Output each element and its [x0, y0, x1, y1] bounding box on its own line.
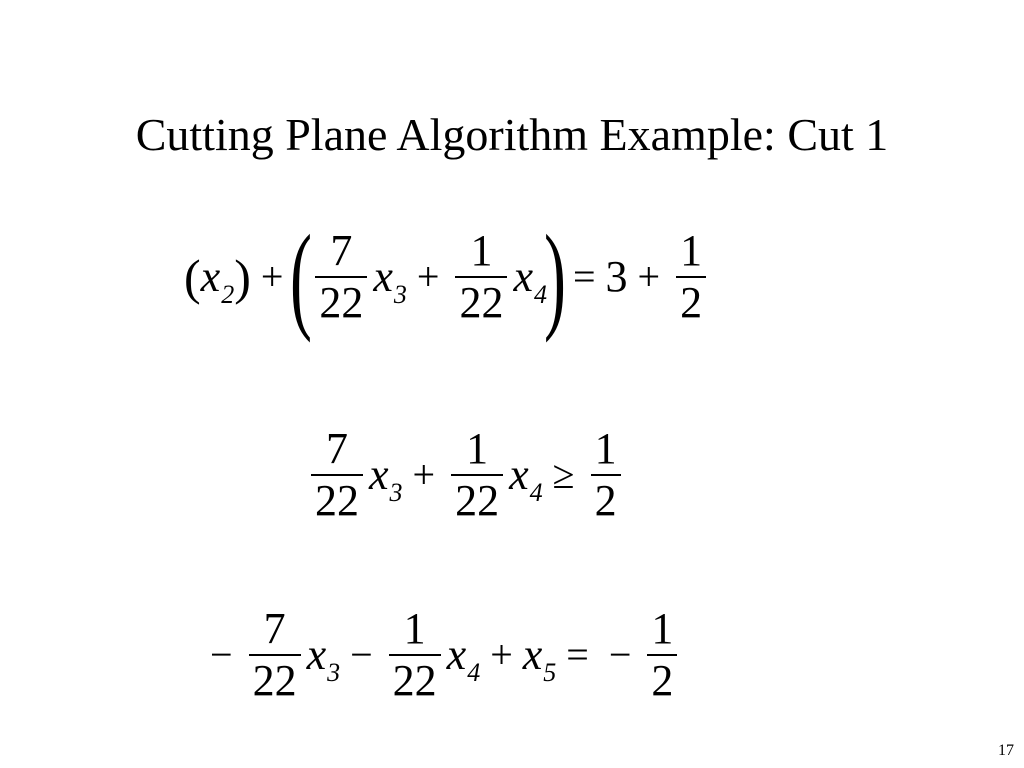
- plus-operator: +: [416, 254, 440, 299]
- fraction-7-22: $\frac{7}{22}$: [249, 604, 301, 706]
- constant-3: 3: [605, 252, 628, 301]
- plus-operator: +: [637, 254, 661, 299]
- minus-operator: −: [210, 632, 233, 677]
- variable-x5: $x_5$: [522, 630, 557, 687]
- plus-operator: +: [260, 254, 284, 299]
- variable-x4: $x_4$: [446, 630, 481, 687]
- variable-x2: $x_2$: [200, 252, 235, 309]
- equation-cut-source-row: [184, 212, 712, 342]
- minus-operator: −: [350, 632, 373, 677]
- plus-operator: +: [490, 632, 513, 677]
- slide-title: Cutting Plane Algorithm Example: Cut 1: [135, 109, 889, 160]
- minus-operator: −: [608, 632, 632, 677]
- geq-operator: ≥: [552, 452, 575, 497]
- fraction-7-22: $\frac{7}{22}$: [315, 226, 367, 328]
- left-paren: (: [184, 249, 201, 305]
- fraction-1-2: $\frac{1}{2}$: [591, 424, 621, 526]
- equals-operator: =: [566, 632, 589, 677]
- big-left-paren: (: [290, 210, 313, 343]
- variable-x3: $x_3$: [306, 630, 341, 687]
- equation-cut-inequality: [305, 420, 627, 530]
- variable-x3: $x_3$: [369, 450, 403, 507]
- variable-x4: $x_4$: [509, 450, 543, 507]
- variable-x4: $x_4$: [513, 252, 547, 309]
- equals-operator: =: [572, 254, 596, 299]
- fraction-1-22: $\frac{1}{22}$: [451, 424, 503, 526]
- fraction-1-2: $\frac{1}{2}$: [647, 604, 677, 706]
- fraction-7-22: $\frac{7}{22}$: [311, 424, 363, 526]
- variable-x3: $x_3$: [373, 252, 407, 309]
- fraction-1-22: $\frac{1}{22}$: [389, 604, 441, 706]
- right-paren: ): [234, 249, 251, 305]
- fraction-1-22: $\frac{1}{22}$: [455, 226, 507, 328]
- plus-operator: +: [412, 452, 436, 497]
- page-number: 17: [998, 742, 1014, 759]
- fraction-1-2: $\frac{1}{2}$: [676, 226, 706, 328]
- big-right-paren: ): [543, 210, 566, 343]
- equation-cut-with-slack: [200, 600, 683, 710]
